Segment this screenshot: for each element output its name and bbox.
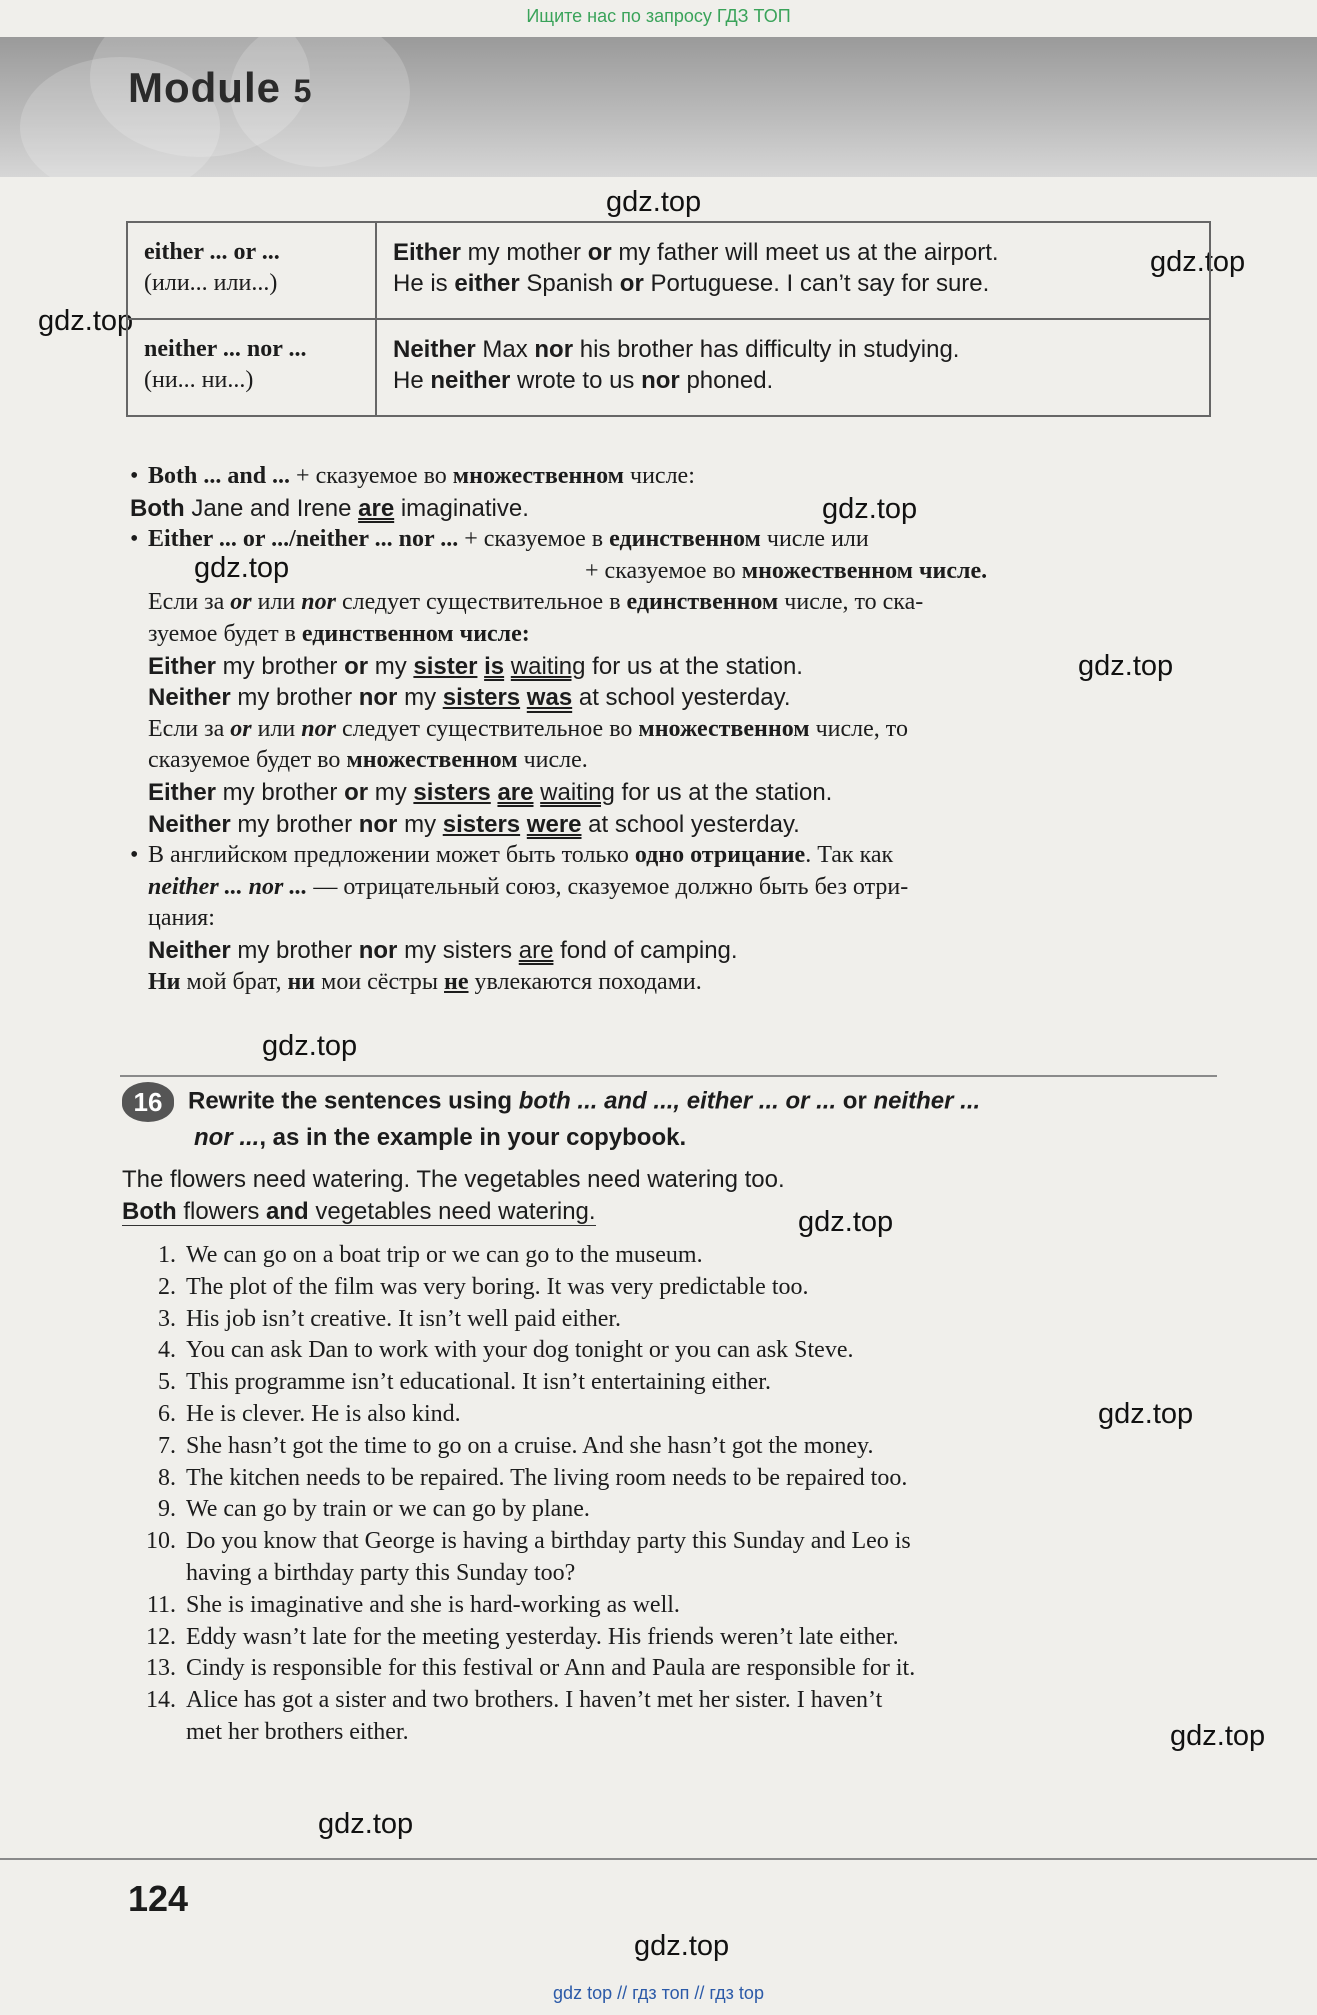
module-title: Module 5 — [128, 64, 313, 111]
item-number: 9. — [158, 1496, 176, 1523]
list-item — [136, 1304, 1216, 1336]
rule-line: зуемое будет в единственном числе: — [148, 620, 530, 647]
page-number: 124 — [128, 1878, 189, 1919]
watermark: gdz.top — [38, 305, 134, 337]
list-item — [136, 1717, 1216, 1749]
list-item — [136, 1653, 1216, 1685]
item-text: She is imaginative and she is hard-working as well. — [186, 1591, 680, 1618]
example-cell: Neither Max nor his brother has difficulty in studying. He neither wrote to us nor phoned. — [376, 319, 1210, 416]
item-text: We can go on a boat trip or we can go to the museum. — [186, 1242, 703, 1268]
watermark: gdz.top — [822, 493, 918, 525]
example-cell: Either my mother or my father will meet us at the airport. He is either Spanish or Portuguese. I can’t say for sure. — [376, 222, 1210, 319]
item-number: 4. — [158, 1337, 176, 1364]
example-answer: Both flowers and vegetables need watering. — [122, 1197, 596, 1225]
item-text: having a birthday party this Sunday too? — [186, 1559, 576, 1586]
item-text: Eddy wasn’t late for the meeting yesterday. His friends weren’t late either. — [186, 1623, 899, 1650]
list-item — [136, 1526, 1216, 1558]
rule-line: Если за or или nor следует существительное в единственном числе, то ска- — [148, 589, 924, 616]
example-line: Neither my brother nor my sisters was at school yesterday. — [148, 684, 791, 712]
list-item — [136, 1367, 1216, 1399]
divider — [120, 1075, 1217, 1077]
watermark: gdz.top — [634, 1930, 730, 1962]
list-item — [136, 1558, 1216, 1590]
example-line: Either my brother or my sister is waiting for us at the station. — [148, 652, 803, 680]
list-item — [136, 1335, 1216, 1367]
list-item — [136, 1622, 1216, 1654]
example-line: Either my brother or my sisters are waiting for us at the station. — [148, 778, 833, 806]
item-number: 6. — [158, 1400, 176, 1427]
top-link[interactable]: Ищите нас по запросу ГДЗ ТОП — [526, 6, 791, 26]
item-number: 7. — [158, 1432, 176, 1459]
table-row — [127, 319, 1210, 416]
list-item — [136, 1399, 1216, 1431]
item-number: 11. — [146, 1591, 176, 1618]
item-number: 1. — [158, 1242, 176, 1268]
watermark: gdz.top — [1170, 1720, 1266, 1752]
item-text: Do you know that George is having a birthday party this Sunday and Leo is — [186, 1528, 911, 1555]
rule-line: + сказуемое во множественном числе. — [585, 557, 988, 584]
item-text: We can go by train or we can go by plane. — [186, 1496, 590, 1523]
bottom-link[interactable]: gdz top // гдз топ // гдз top — [553, 1983, 764, 2003]
list-item — [136, 1240, 1216, 1272]
list-item — [136, 1431, 1216, 1463]
item-number: 3. — [158, 1305, 176, 1332]
list-item — [136, 1590, 1216, 1622]
rule-line: цания: — [148, 905, 215, 932]
rule-line: • Both ... and ... + сказуемое во множественном числе: — [130, 463, 695, 489]
item-number: 8. — [158, 1464, 176, 1491]
list-item — [136, 1272, 1216, 1304]
item-number: 5. — [158, 1369, 176, 1396]
item-number — [136, 1717, 176, 1749]
item-number: 12. — [146, 1623, 176, 1650]
watermark: gdz.top — [1098, 1398, 1194, 1430]
list-item — [136, 1463, 1216, 1495]
example-line: The flowers need watering. The vegetables need watering too. — [122, 1166, 785, 1193]
item-number: 14. — [146, 1687, 176, 1714]
item-text: You can ask Dan to work with your dog tonight or you can ask Steve. — [186, 1337, 854, 1364]
conjunction-cell: neither ... nor ... (ни... ни...) — [127, 319, 376, 416]
table-row — [127, 222, 1210, 319]
example-line: Both Jane and Irene are imaginative. — [130, 494, 529, 522]
item-number — [136, 1558, 176, 1590]
rule-line: • Either ... or .../neither ... nor ... + сказуемое в единственном числе или — [130, 526, 869, 553]
rule-line: neither ... nor ... — отрицательный союз, сказуемое должно быть без отри- — [148, 873, 909, 900]
rule-line: Если за or или nor следует существительное во множественном числе, то — [148, 715, 908, 742]
exercise-number: 16 — [122, 1082, 174, 1122]
footer-divider — [0, 1858, 1317, 1860]
item-text: The kitchen needs to be repaired. The living room needs to be repaired too. — [186, 1464, 908, 1491]
grammar-table — [126, 221, 1211, 417]
watermark: gdz.top — [1150, 246, 1246, 278]
item-text: His job isn’t creative. It isn’t well paid either. — [186, 1305, 622, 1332]
example-line: Ни мой брат, ни мои сёстры не увлекаются походами. — [148, 968, 702, 995]
item-text: Alice has got a sister and two brothers. I haven’t met her sister. I haven’t — [186, 1687, 883, 1714]
watermark: gdz.top — [318, 1808, 414, 1840]
grammar-rules — [130, 461, 1215, 998]
conjunction-cell: either ... or ... (или... или...) — [127, 222, 376, 319]
rule-line: • В английском предложении может быть только одно отрицание. Так как — [130, 842, 894, 869]
exercise-16 — [122, 1082, 1212, 1227]
example-line: Neither my brother nor my sisters are fond of camping. — [148, 936, 738, 964]
list-item — [136, 1685, 1216, 1717]
item-number: 13. — [146, 1655, 176, 1682]
item-text: Cindy is responsible for this festival or Ann and Paula are responsible for it. — [186, 1655, 916, 1682]
item-number: 2. — [158, 1273, 176, 1300]
rule-line: сказуемое будет во множественном числе. — [148, 747, 588, 774]
item-text: This programme isn’t educational. It isn’t entertaining either. — [186, 1369, 771, 1396]
watermark: gdz.top — [262, 1030, 358, 1062]
item-text: He is clever. He is also kind. — [186, 1400, 461, 1427]
watermark: gdz.top — [1078, 650, 1174, 682]
watermark: gdz.top — [798, 1206, 894, 1238]
watermark: gdz.top — [606, 186, 702, 218]
item-text: met her brothers either. — [186, 1718, 409, 1745]
item-text: She hasn’t got the time to go on a cruise. And she hasn’t got the money. — [186, 1432, 874, 1459]
task-instruction: nor ..., as in the example in your copybook. — [194, 1124, 687, 1151]
watermark: gdz.top — [194, 552, 290, 584]
item-text: The plot of the film was very boring. It was very predictable too. — [186, 1273, 809, 1300]
example-line: Neither my brother nor my sisters were at school yesterday. — [148, 810, 800, 838]
sentence-list — [136, 1240, 1216, 1749]
list-item — [136, 1494, 1216, 1526]
item-number: 10. — [146, 1528, 176, 1555]
task-instruction: 16 Rewrite the sentences using both ... and ..., either ... or ... or neither ... — [122, 1082, 1212, 1122]
